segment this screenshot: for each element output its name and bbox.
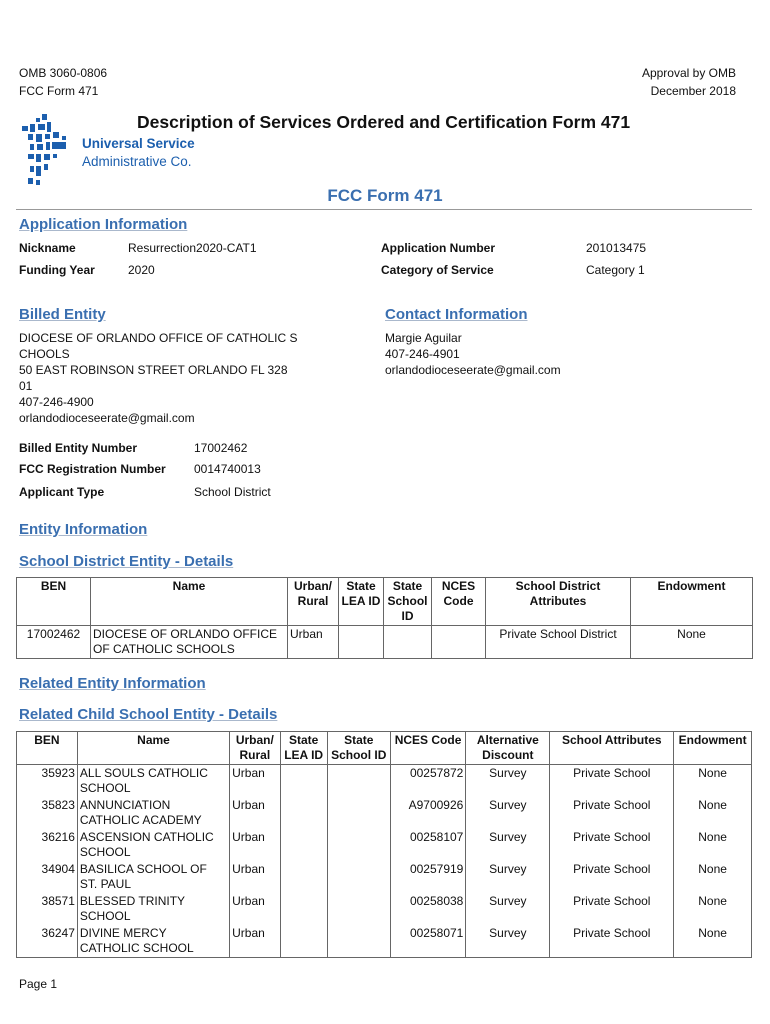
child-nces-code: 00258038 <box>390 893 466 925</box>
district-attributes: Private School District <box>486 626 631 659</box>
col-urban-rural: Urban/ Rural <box>288 578 339 626</box>
billed-entity-heading: Billed Entity <box>19 306 106 323</box>
school-district-heading: School District Entity - Details <box>19 553 234 570</box>
child-state-lea-id <box>280 861 327 893</box>
child-endowment: None <box>674 861 752 893</box>
table-row <box>17 925 752 958</box>
child-urban-rural: Urban <box>230 765 280 798</box>
col-state-school-id: State School ID <box>327 732 390 765</box>
child-school-table <box>16 731 752 958</box>
child-state-lea-id <box>280 893 327 925</box>
child-nces-code: 00257919 <box>390 861 466 893</box>
billed-entity-address-line-2: 01 <box>19 379 33 393</box>
child-state-school-id <box>327 797 390 829</box>
child-alternative-discount: Survey <box>466 797 550 829</box>
billed-entity-phone: 407-246-4900 <box>19 395 94 409</box>
child-ben: 35823 <box>17 797 78 829</box>
child-name: DIVINE MERCY CATHOLIC SCHOOL <box>77 925 229 958</box>
approval-date: December 2018 <box>650 84 736 98</box>
child-name: BASILICA SCHOOL OF ST. PAUL <box>77 861 229 893</box>
child-school-attributes: Private School <box>550 765 674 798</box>
billed-entity-name-line-2: CHOOLS <box>19 347 70 361</box>
nickname-label: Nickname <box>19 241 76 255</box>
child-name: ASCENSION CATHOLIC SCHOOL <box>77 829 229 861</box>
approval-text: Approval by OMB <box>641 66 736 80</box>
child-state-lea-id <box>280 797 327 829</box>
child-name: ALL SOULS CATHOLIC SCHOOL <box>77 765 229 798</box>
child-alternative-discount: Survey <box>466 829 550 861</box>
entity-info-heading: Entity Information <box>19 521 148 538</box>
table-row <box>17 893 752 925</box>
funding-year-value: 2020 <box>128 263 155 277</box>
omb-number: OMB 3060-0806 <box>19 66 108 80</box>
logo-line-1: Universal Service <box>82 136 195 151</box>
child-ben: 38571 <box>17 893 78 925</box>
table-row <box>17 829 752 861</box>
child-alternative-discount: Survey <box>466 765 550 798</box>
col-ben: BEN <box>17 578 91 626</box>
child-urban-rural: Urban <box>230 797 280 829</box>
col-endowment: Endowment <box>631 578 753 626</box>
col-ben: BEN <box>17 732 78 765</box>
child-ben: 36247 <box>17 925 78 958</box>
col-school-attributes: School Attributes <box>550 732 674 765</box>
col-district-attributes: School District Attributes <box>486 578 631 626</box>
child-school-attributes: Private School <box>550 861 674 893</box>
application-number-value: 201013475 <box>586 241 647 255</box>
school-district-table <box>16 577 753 659</box>
contact-block <box>385 330 561 378</box>
approval-info <box>642 64 736 100</box>
child-urban-rural: Urban <box>230 829 280 861</box>
form-number: FCC Form 471 <box>19 84 99 98</box>
child-alternative-discount: Survey <box>466 893 550 925</box>
ben-value: 17002462 <box>194 441 248 455</box>
related-entity-heading: Related Entity Information <box>19 675 206 692</box>
child-endowment: None <box>674 765 752 798</box>
child-urban-rural: Urban <box>230 861 280 893</box>
child-state-school-id <box>327 861 390 893</box>
nickname-value: Resurrection2020-CAT1 <box>128 241 257 255</box>
billed-entity-block <box>19 330 297 426</box>
usac-logo-icon <box>16 114 78 186</box>
page-number: Page 1 <box>19 977 58 991</box>
child-urban-rural: Urban <box>230 893 280 925</box>
billed-entity-email: orlandodioceseerate@gmail.com <box>19 411 195 425</box>
logo-line-2: Administrative Co. <box>82 154 192 169</box>
ben-label: Billed Entity Number <box>19 441 138 455</box>
table-row <box>17 765 752 798</box>
col-state-lea-id: State LEA ID <box>280 732 327 765</box>
child-alternative-discount: Survey <box>466 861 550 893</box>
child-endowment: None <box>674 893 752 925</box>
child-school-attributes: Private School <box>550 829 674 861</box>
applicant-type-label: Applicant Type <box>19 485 105 499</box>
table-row <box>17 626 753 659</box>
child-state-school-id <box>327 829 390 861</box>
page-title: Description of Services Ordered and Certification Form 471 <box>137 112 631 132</box>
table-header-row <box>17 578 753 626</box>
district-endowment: None <box>631 626 753 659</box>
category-value: Category 1 <box>586 263 645 277</box>
table-row <box>17 861 752 893</box>
col-nces-code: NCES Code <box>432 578 486 626</box>
fcc-registration-label: FCC Registration Number <box>19 462 166 476</box>
table-header-row <box>17 732 752 765</box>
district-ben: 17002462 <box>17 626 91 659</box>
billed-entity-address-line-1: 50 EAST ROBINSON STREET ORLANDO FL 328 <box>19 363 288 377</box>
billed-entity-name-line-1: DIOCESE OF ORLANDO OFFICE OF CATHOLIC S <box>19 331 298 345</box>
category-label: Category of Service <box>381 263 494 277</box>
child-state-school-id <box>327 893 390 925</box>
district-state-school-id <box>384 626 432 659</box>
child-endowment: None <box>674 925 752 958</box>
title-divider <box>16 209 752 210</box>
child-urban-rural: Urban <box>230 925 280 958</box>
funding-year-label: Funding Year <box>19 263 95 277</box>
fcc-registration-value: 0014740013 <box>194 462 261 476</box>
child-school-attributes: Private School <box>550 925 674 958</box>
col-state-school-id: State School ID <box>384 578 432 626</box>
child-nces-code: 00258071 <box>390 925 466 958</box>
form-identifiers <box>19 64 107 100</box>
child-school-heading: Related Child School Entity - Details <box>19 706 278 723</box>
child-state-school-id <box>327 925 390 958</box>
application-number-label: Application Number <box>381 241 496 255</box>
application-info-heading: Application Information <box>19 216 188 233</box>
child-state-lea-id <box>280 925 327 958</box>
child-ben: 34904 <box>17 861 78 893</box>
col-name: Name <box>77 732 229 765</box>
applicant-type-value: School District <box>194 485 271 499</box>
contact-phone: 407-246-4901 <box>385 347 460 361</box>
child-school-attributes: Private School <box>550 797 674 829</box>
child-state-lea-id <box>280 829 327 861</box>
child-ben: 35923 <box>17 765 78 798</box>
child-ben: 36216 <box>17 829 78 861</box>
child-state-lea-id <box>280 765 327 798</box>
child-endowment: None <box>674 797 752 829</box>
child-name: BLESSED TRINITY SCHOOL <box>77 893 229 925</box>
child-state-school-id <box>327 765 390 798</box>
child-endowment: None <box>674 829 752 861</box>
col-name: Name <box>91 578 288 626</box>
col-state-lea-id: State LEA ID <box>339 578 384 626</box>
col-endowment: Endowment <box>674 732 752 765</box>
contact-info-heading: Contact Information <box>385 306 528 323</box>
district-name: DIOCESE OF ORLANDO OFFICE OF CATHOLIC SCHOOLS <box>91 626 288 659</box>
child-nces-code: 00257872 <box>390 765 466 798</box>
table-row <box>17 797 752 829</box>
child-alternative-discount: Survey <box>466 925 550 958</box>
form-subtitle: FCC Form 471 <box>327 186 443 205</box>
child-name: ANNUNCIATION CATHOLIC ACADEMY <box>77 797 229 829</box>
contact-name: Margie Aguilar <box>385 331 462 345</box>
district-nces-code <box>432 626 486 659</box>
district-state-lea-id <box>339 626 384 659</box>
district-urban-rural: Urban <box>288 626 339 659</box>
col-urban-rural: Urban/ Rural <box>230 732 280 765</box>
col-alternative-discount: Alternative Discount <box>466 732 550 765</box>
child-school-attributes: Private School <box>550 893 674 925</box>
child-nces-code: A9700926 <box>390 797 466 829</box>
contact-email: orlandodioceseerate@gmail.com <box>385 363 561 377</box>
child-nces-code: 00258107 <box>390 829 466 861</box>
col-nces-code: NCES Code <box>390 732 466 765</box>
